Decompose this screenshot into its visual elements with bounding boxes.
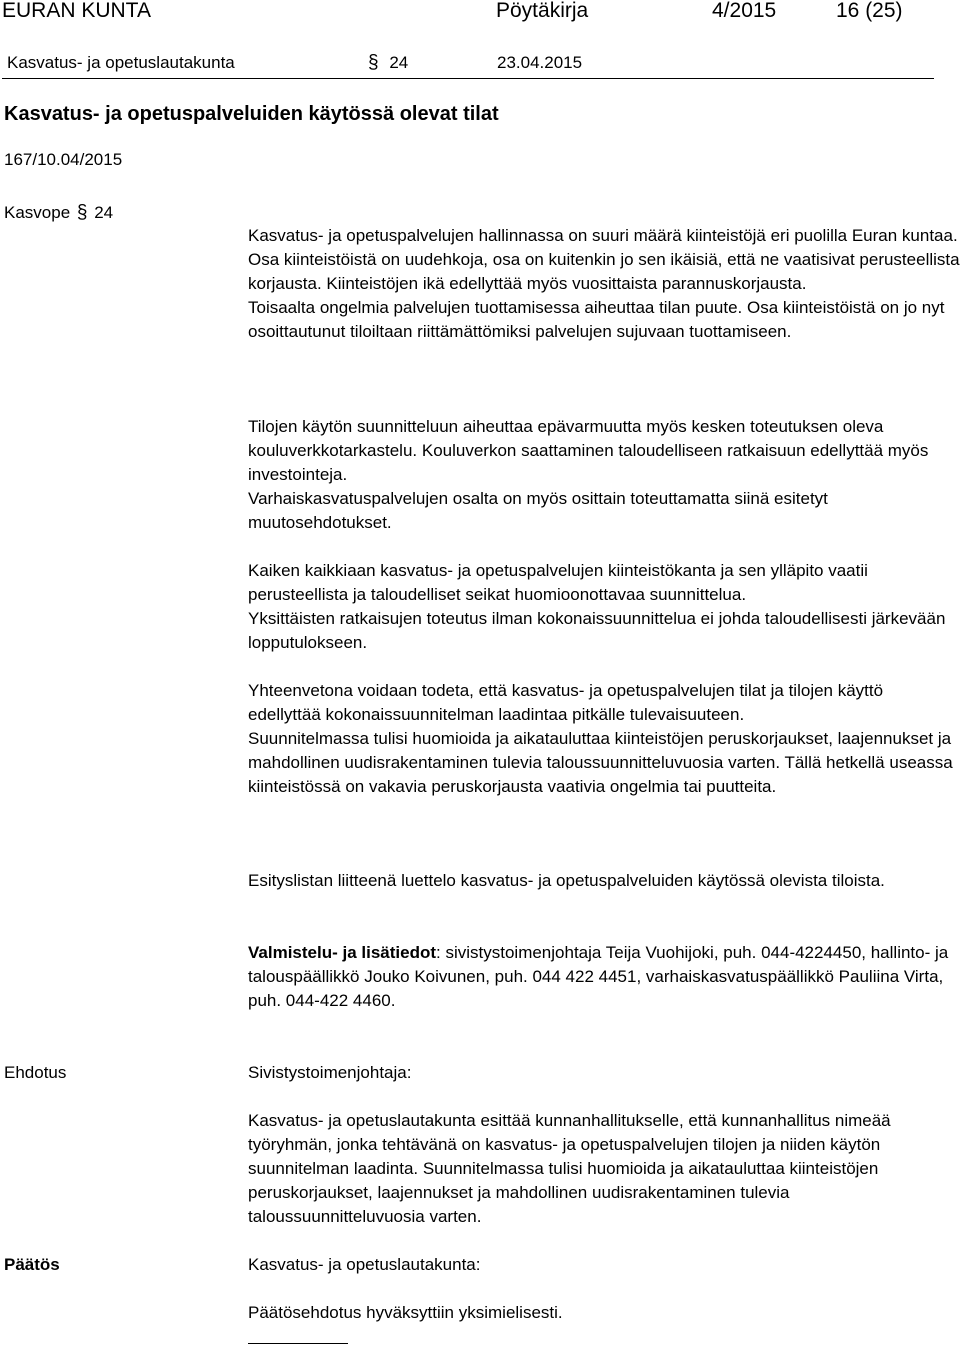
meeting-date: 23.04.2015 [497,53,583,72]
body-paragraph-1 [248,224,960,344]
attachment-note [248,869,960,893]
body-paragraph-3 [248,559,960,655]
proposal-text: Kasvatus- ja opetuslautakunta esittää kunnanhallitukselle, että kunnanhallitus nimeää työryhmän, jonka tehtävänä on kasvatus- ja opetuspalvelujen tilojen ja niiden käytön suunnitelman laadinta. Suunnitelmassa tulisi huomioida ja aikatauluttaa kiinteistöjen peruskorjaukset, laajennukset ja mahdollinen uudisrakentaminen tulevia taloussuunnitteluvuosia varten. [248,1111,891,1226]
proposal-label: Ehdotus [4,1063,67,1082]
paragraph-text: Varhaiskasvatuspalvelujen osalta on myös osittain toteuttamatta siinä esitetyt muutosehdotukset. [248,489,828,532]
preparation-label: Kasvope [4,203,71,222]
paragraph-text: Yksittäisten ratkaisujen toteutus ilman kokonaissuunnittelua ei johda taloudellisesti järkevään lopputulokseen. [248,609,946,652]
paragraph-text: Tilojen käytön suunnitteluun aiheuttaa epävarmuutta myös kesken toteutuksen oleva kouluverkkotarkastelu. Kouluverkon saattaminen taloudelliseen ratkaisuun edellyttää myös investointeja. [248,417,929,484]
paragraph-sign: § [368,52,379,73]
paragraph-text: Esityslistan liitteenä luettelo kasvatus- ja opetuspalveluiden käytössä olevista tiloista. [248,871,885,890]
proposal-text-block [248,1109,960,1229]
preparation-info [248,941,960,1013]
preparation-info-text: : sivistystoimenjohtaja Teija Vuohijoki, puh. 044-4224450, hallinto- ja talouspäällikkö Jouko Koivunen, puh. 044 422 4451, varhaiskasvatuspäällikkö Pauliina Virta, puh. 044-422 4460. [248,943,949,1010]
decision-author: Kasvatus- ja opetuslautakunta: [248,1255,481,1274]
preparation-paragraph-sign: § [76,202,88,223]
decision-text: Päätösehdotus hyväksyttiin yksimielisesti. [248,1303,563,1322]
document-number: 4/2015 [712,0,777,22]
paragraph-text: Kaiken kaikkiaan kasvatus- ja opetuspalvelujen kiinteistökanta ja sen ylläpito vaatii perusteellista ja taloudelliset seikat huomioonottavaa suunnittelua. [248,561,868,604]
preparation-info-label: Valmistelu- ja lisätiedot [248,943,437,962]
paragraph-number: 24 [389,53,409,72]
preparation-ref [4,201,113,225]
municipality-name: EURAN KUNTA [2,0,151,22]
body-paragraph-4 [248,679,960,799]
paragraph-text: Kasvatus- ja opetuspalvelujen hallinnassa on suuri määrä kiinteistöjä eri puolilla Euran kuntaa. Osa kiinteistöistä on uudehkoja, osa on kuitenkin jo sen ikäisiä, että ne vaatisivat perusteellista korjausta. Kiinteistöjen ikä edellyttää myös vuosittaista parannuskorjausta. [248,226,960,293]
board-name: Kasvatus- ja opetuslautakunta [7,53,235,72]
page-number: 16 (25) [836,0,903,22]
paragraph-text: Yhteenvetona voidaan todeta, että kasvatus- ja opetuspalvelujen tilat ja tilojen käyttö edellyttää kokonaissuunnitelman laadintaa pitkälle tulevaisuuteen. [248,681,884,724]
preparation-number: 24 [94,203,114,222]
paragraph-text: Suunnitelmassa tulisi huomioida ja aikatauluttaa kiinteistöjen peruskorjaukset, laajennukset ja mahdollinen uudisrakentaminen tulevia taloussuunnitteluvuosia varten. Tällä hetkellä useassa kiinteistössä on vakavia peruskorjausta vaativia ongelmia tai puutteita. [248,729,953,796]
decision-label: Päätös [4,1255,60,1274]
document-type: Pöytäkirja [496,0,589,22]
body-paragraph-2 [248,415,960,535]
footer-divider [248,1343,348,1344]
paragraph-text: Toisaalta ongelmia palvelujen tuottamisessa aiheuttaa tilan puute. Osa kiinteistöistä on jo nyt osoittautunut tiloiltaan riittämättömiksi palvelujen sujuvaan tuottamiseen. [248,298,945,341]
section-title: Kasvatus- ja opetuspalveluiden käytössä olevat tilat [4,103,499,125]
proposal-author: Sivistystoimenjohtaja: [248,1063,412,1082]
paragraph-ref [366,51,408,75]
header-divider [2,78,934,79]
record-reference: 167/10.04/2015 [4,150,123,169]
